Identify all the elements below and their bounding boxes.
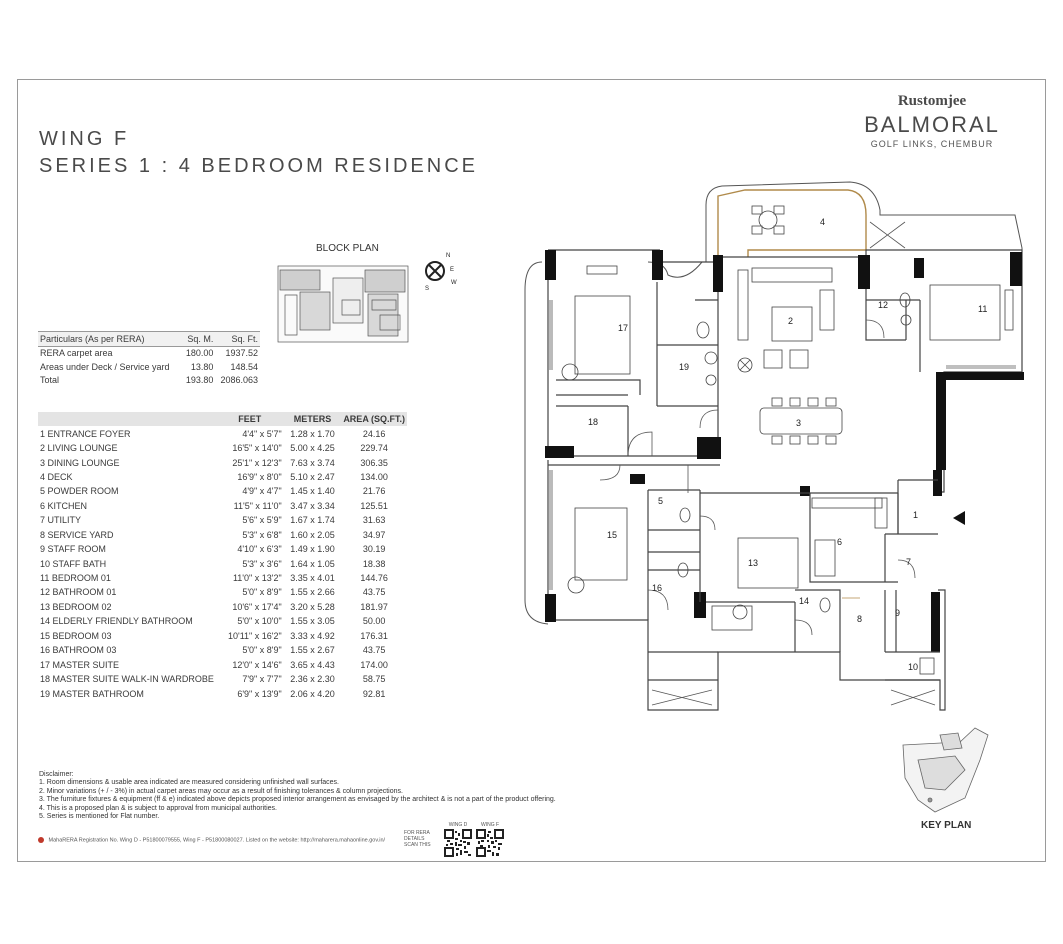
cell: 10'11" x 16'2" [227, 630, 282, 641]
cell: 5.00 x 4.25 [290, 443, 335, 454]
compass-icon [425, 253, 457, 292]
cell: 193.80 [185, 375, 214, 386]
cell: 24.16 [362, 428, 386, 439]
disclaimer-line: 1. Room dimensions & usable area indicated are measured considering unfinished wall surfaces. [39, 779, 339, 787]
cell: 3 DINING LOUNGE [40, 457, 120, 468]
rera-scan-label: FOR RERA DETAILS SCAN THIS [404, 830, 431, 848]
cell: RERA carpet area [40, 348, 113, 359]
cell: 13.80 [190, 361, 214, 372]
cell: Areas under Deck / Service yard [40, 361, 170, 372]
cell: 7'9" x 7'7" [242, 674, 282, 685]
cell: 2086.063 [220, 375, 258, 386]
cell: 5'3" x 6'8" [242, 529, 282, 540]
cell: 1 ENTRANCE FOYER [40, 428, 131, 439]
room-label-18: 18 [588, 417, 599, 427]
cell: 3.65 x 4.43 [290, 659, 335, 670]
cell: 12 BATHROOM 01 [40, 587, 117, 598]
cell: 12'0" x 14'6" [232, 659, 282, 670]
cell: 1.67 x 1.74 [290, 515, 335, 526]
cell: 1.60 x 2.05 [290, 529, 335, 540]
header-cell: Sq. M. [181, 332, 215, 347]
cell: 11 BEDROOM 01 [40, 573, 111, 584]
compass-n: N [446, 253, 451, 259]
room-label-5: 5 [658, 496, 664, 506]
cell: 4'9" x 4'7" [242, 486, 282, 497]
compass-w: W [451, 280, 457, 286]
cell: 6'9" x 13'9" [237, 688, 282, 699]
cell: Total [40, 375, 60, 386]
cell: 58.75 [362, 674, 386, 685]
cell: 7 UTILITY [40, 515, 82, 526]
cell: 5'0" x 10'0" [237, 616, 282, 627]
cell: 229.74 [360, 443, 388, 454]
room-label-11: 11 [978, 304, 988, 314]
cell: 8 SERVICE YARD [40, 529, 114, 540]
room-label-16: 16 [652, 583, 663, 593]
cell: 1937.52 [225, 348, 258, 359]
brand-name: Rustomjee [897, 93, 967, 109]
cell: 2.06 x 4.20 [290, 688, 335, 699]
cell: 144.76 [360, 573, 388, 584]
cell: 306.35 [360, 457, 388, 468]
entrance-arrow-icon [953, 511, 965, 525]
cell: 1.64 x 1.05 [290, 558, 335, 569]
cell: 31.63 [362, 515, 386, 526]
cell: 34.97 [362, 529, 386, 540]
cell: 5'0" x 8'9" [242, 645, 282, 656]
cell: 50.00 [362, 616, 386, 627]
qr-label-wing-f: WING F [480, 822, 500, 828]
room-label-8: 8 [857, 614, 863, 624]
cell: 11'0" x 13'2" [232, 573, 282, 584]
room-label-9: 9 [895, 608, 901, 618]
cell: 30.19 [362, 544, 386, 555]
cell: 11'5" x 11'0" [233, 500, 282, 511]
room-label-7: 7 [906, 557, 912, 567]
cell: 5 POWDER ROOM [40, 486, 119, 497]
cell: 5'0" x 8'9" [242, 587, 282, 598]
qr-label-wing-d: WING D [448, 822, 468, 828]
cell: 21.76 [362, 486, 386, 497]
cell: 3.35 x 4.01 [290, 573, 335, 584]
cell: 16'5" x 14'0" [232, 443, 282, 454]
cell: 1.55 x 2.66 [290, 587, 335, 598]
wing-title: WING F [39, 128, 130, 150]
cell: 25'1" x 12'3" [232, 457, 282, 468]
cell: 5.10 x 2.47 [290, 471, 335, 482]
room-label-12: 12 [878, 300, 889, 310]
cell: 4 DECK [40, 471, 73, 482]
header-cell: METERS [284, 412, 342, 426]
cell: 16'9" x 8'0" [237, 471, 282, 482]
room-label-13: 13 [748, 558, 759, 568]
cell: 19 MASTER BATHROOM [40, 688, 144, 699]
room-label-17: 17 [618, 323, 629, 333]
key-plan-thumbnail [903, 728, 988, 812]
disclaimer-line: 3. The furniture fixtures & equipment (ff & e) indicated above depicts proposed interior arrangement as envisaged by the architect & is not a part of the product offering. [39, 796, 556, 804]
room-label-6: 6 [837, 537, 843, 547]
room-label-19: 19 [679, 362, 690, 372]
cell: 1.28 x 1.70 [290, 428, 335, 439]
room-label-4: 4 [820, 217, 826, 227]
cell: 4'10" x 6'3" [237, 544, 282, 555]
cell: 10'6" x 17'4" [232, 601, 282, 612]
cell: 174.00 [360, 659, 388, 670]
block-plan-thumbnail [278, 266, 408, 342]
cell: 3.33 x 4.92 [290, 630, 335, 641]
cell: 9 STAFF ROOM [40, 544, 106, 555]
header-cell: FEET [216, 412, 284, 426]
series-title: SERIES 1 : 4 BEDROOM RESIDENCE [39, 155, 478, 177]
cell: 1.55 x 3.05 [290, 616, 335, 627]
rera-text: MahaRERA Registration No. Wing D - P51800079555, Wing F - P51800080027. Listed on the website: http://maharera.mahaonline.gov.in/ [48, 837, 386, 844]
disclaimer-title: Disclaimer: [39, 771, 74, 778]
cell: 125.51 [360, 500, 388, 511]
room-label-3: 3 [796, 418, 802, 428]
cell: 2 LIVING LOUNGE [40, 443, 118, 454]
cell: 18 MASTER SUITE WALK-IN WARDROBE [40, 674, 214, 685]
cell: 1.49 x 1.90 [290, 544, 335, 555]
disclaimer-line: 5. Series is mentioned for Flat number. [39, 813, 160, 821]
room-label-1: 1 [913, 510, 919, 520]
cell: 10 STAFF BATH [40, 558, 107, 569]
cell: 13 BEDROOM 02 [40, 601, 112, 612]
disclaimer-line: 2. Minor variations (+ / - 3%) in actual carpet areas may occur as a result of finishing tolerances & column projections. [39, 787, 403, 795]
cell: 15 BEDROOM 03 [40, 630, 112, 641]
room-label-10: 10 [908, 662, 919, 672]
cell: 4'4" x 5'7" [242, 428, 282, 439]
cell: 180.00 [185, 348, 214, 359]
cell: 43.75 [362, 587, 386, 598]
cell: 3.47 x 3.34 [290, 500, 335, 511]
key-plan-label: KEY PLAN [921, 820, 972, 831]
header-cell: Particulars (As per RERA) [38, 332, 181, 347]
compass-e: E [450, 267, 455, 273]
cell: 181.97 [360, 601, 388, 612]
cell: 17 MASTER SUITE [40, 659, 120, 670]
cell: 6 KITCHEN [40, 500, 88, 511]
cell: 18.38 [362, 558, 386, 569]
cell: 7.63 x 3.74 [290, 457, 335, 468]
room-label-14: 14 [799, 596, 810, 606]
cell: 16 BATHROOM 03 [40, 645, 117, 656]
room-label-15: 15 [607, 530, 618, 540]
cell: 14 ELDERLY FRIENDLY BATHROOM [40, 616, 193, 627]
project-name: BALMORAL [864, 112, 1000, 137]
project-location: GOLF LINKS, CHEMBUR [870, 139, 994, 149]
room-label-2: 2 [788, 316, 794, 326]
disclaimer-line: 4. This is a proposed plan & is subject to approval from municipal authorities. [39, 804, 277, 812]
header-cell: Sq. Ft. [215, 332, 260, 347]
cell: 176.31 [360, 630, 388, 641]
cell: 148.54 [230, 361, 258, 372]
cell: 43.75 [362, 645, 386, 656]
cell: 1.55 x 2.67 [290, 645, 335, 656]
block-plan-label: BLOCK PLAN [316, 243, 379, 254]
cell: 92.81 [362, 688, 386, 699]
cell: 1.45 x 1.40 [290, 486, 335, 497]
header-cell: AREA (SQ.FT.) [341, 412, 407, 426]
apartment-floor-plan [525, 182, 1024, 710]
cell: 2.36 x 2.30 [290, 674, 335, 685]
compass-s: S [425, 286, 430, 292]
cell: 5'6" x 5'9" [242, 515, 282, 526]
cell: 134.00 [360, 471, 388, 482]
cell: 3.20 x 5.28 [290, 601, 335, 612]
cell: 5'3" x 3'6" [242, 558, 282, 569]
